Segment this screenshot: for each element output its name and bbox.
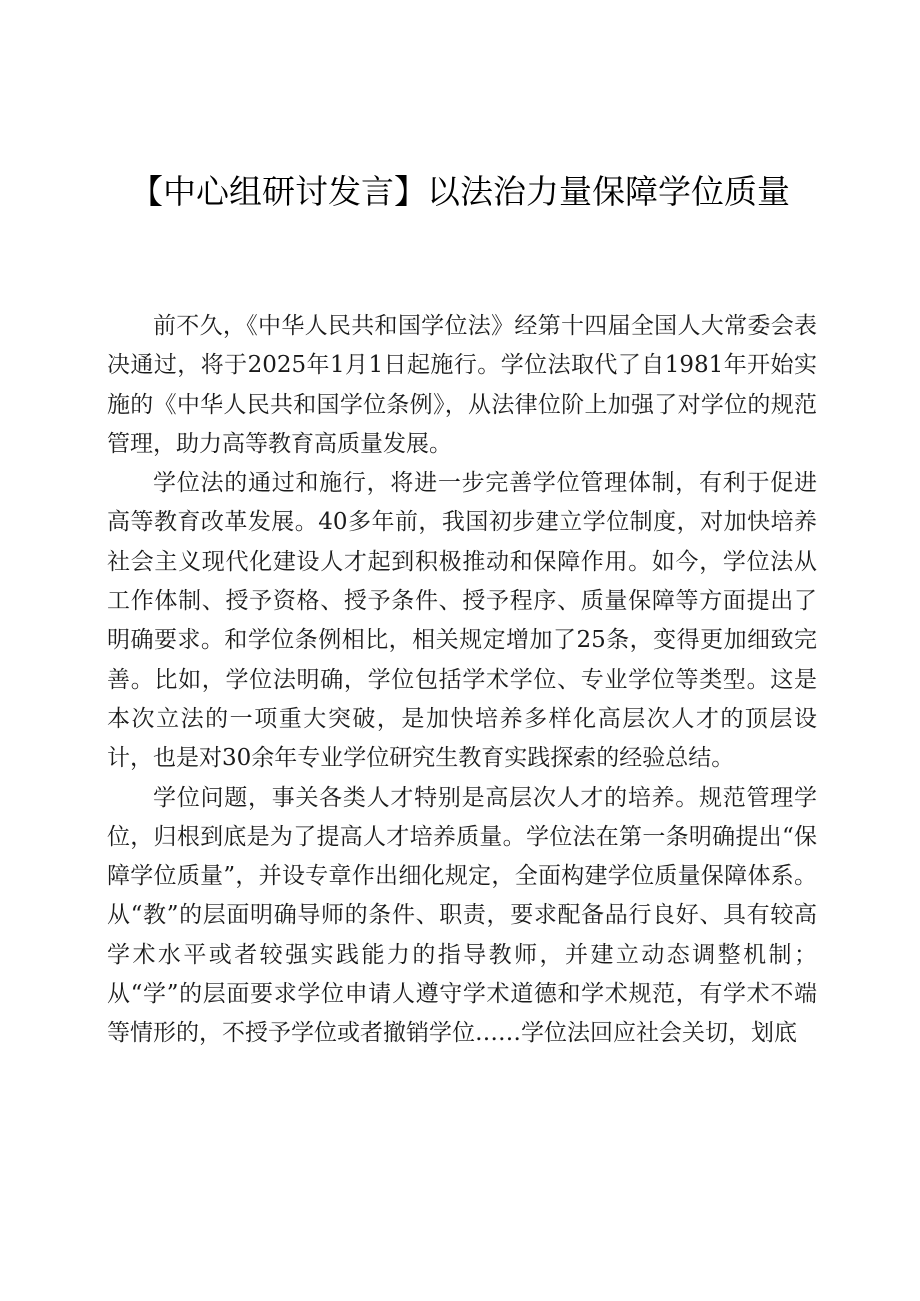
document-title: 【中心组研讨发言】以法治力量保障学位质量 [130,172,790,211]
paragraph: 前不久，《中华人民共和国学位法》经第十四届全国人大常委会表决通过，将于2025年1月1日起施行。学位法取代了自1981年开始实施的《中华人民共和国学位条例》，从法律位阶上加强了对学位的规范管理，助力高等教育高质量发展。 [107,313,817,457]
document-body [107,307,817,1054]
paragraph: 学位法的通过和施行，将进一步完善学位管理体制，有利于促进高等教育改革发展。40多年前，我国初步建立学位制度，对加快培养社会主义现代化建设人才起到积极推动和保障作用。如今，学位法从工作体制、授予资格、授予条件、授予程序、质量保障等方面提出了明确要求。和学位条例相比，相关规定增加了25条，变得更加细致完善。比如，学位法明确，学位包括学术学位、专业学位等类型。这是本次立法的一项重大突破，是加快培养多样化高层次人才的顶层设计，也是对30余年专业学位研究生教育实践探索的经验总结。 [107,470,817,772]
paragraph: 学位问题，事关各类人才特别是高层次人才的培养。规范管理学位，归根到底是为了提高人才培养质量。学位法在第一条明确提出“保障学位质量”，并设专章作出细化规定，全面构建学位质量保障体系。从“教”的层面明确导师的条件、职责，要求配备品行良好、具有较高学术水平或者较强实践能力的指导教师，并建立动态调整机制；从“学”的层面要求学位申请人遵守学术道德和学术规范，有学术不端等情形的，不授予学位或者撤销学位……学位法回应社会关切，划底 [107,784,817,1047]
